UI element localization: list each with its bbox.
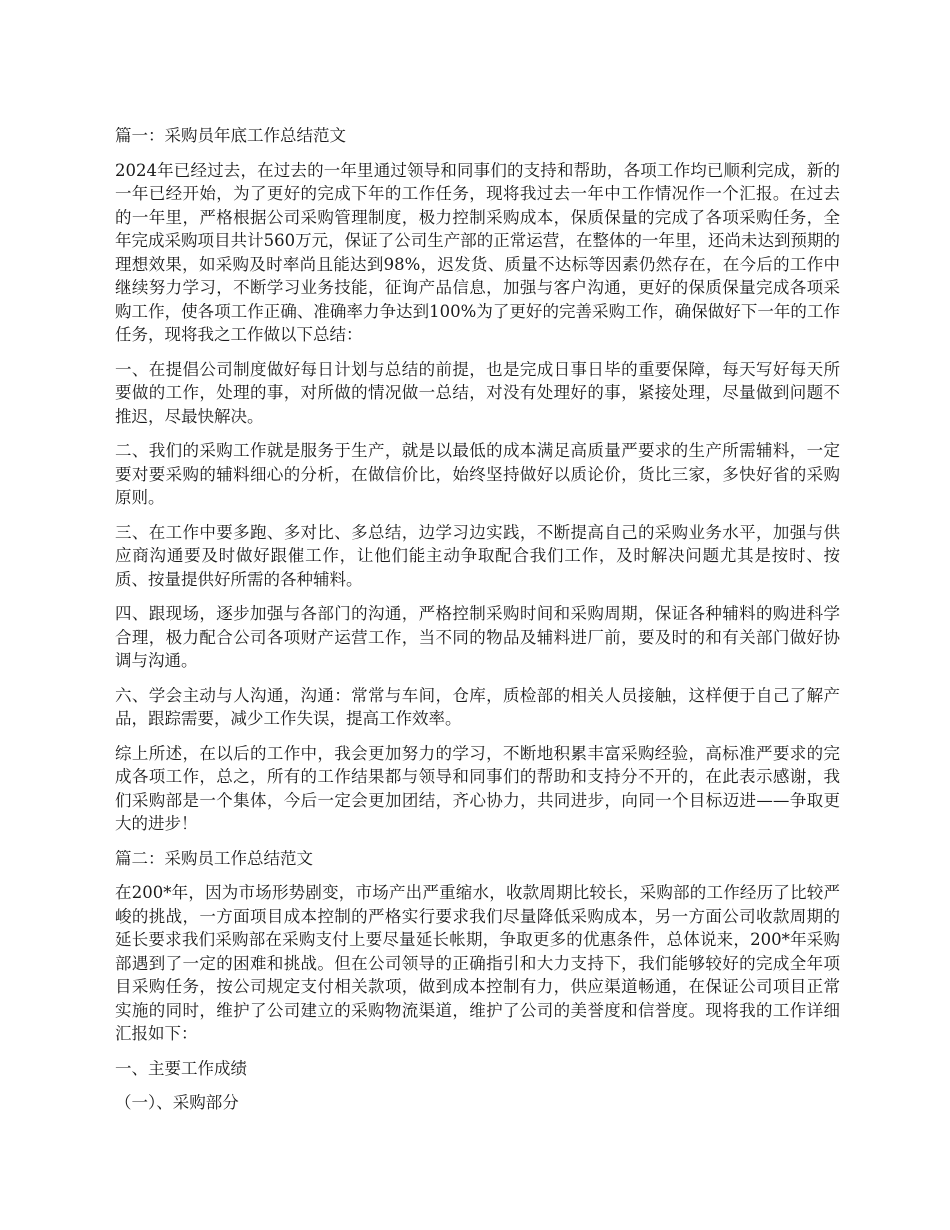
section1-title: 篇一：采购员年底工作总结范文 (115, 126, 346, 145)
section2-intro-paragraph: 在200*年，因为市场形势剧变，市场产出严重缩水，收款周期比较长，采购部的工作经历了比较严峻的挑战，一方面项目成本控制的严格实行要求我们尽量降低采购成本，另一方面公司收款周期的延长要求我们采购部在采购支付上要尽量延长帐期，争取更多的优惠条件，总体说来，200*年采购部遇到了一定的困难和挑战。但在公司领导的正确指引和大力支持下，我们能够较好的完成全年项目采购任务，按公司规定支付相关款项，做到成本控制有力，供应渠道畅通，在保证公司项目正常实施的同时，维护了公司建立的采购物流渠道，维护了公司的美誉度和信誉度。现将我的工作详细汇报如下： (115, 883, 840, 1043)
section1-conclusion-paragraph: 综上所述，在以后的工作中，我会更加努力的学习，不断地积累丰富采购经验，高标准严要求的完成各项工作，总之，所有的工作结果都与领导和同事们的帮助和支持分不开的，在此表示感谢，我们采购部是一个集体，今后一定会更加团结，齐心协力，共同进步，向同一个目标迈进——争取更大的进步！ (115, 743, 840, 833)
document-page (115, 124, 840, 1126)
section2-title: 篇二：采购员工作总结范文 (115, 848, 313, 868)
purchasing-part-subheading: （一）、采购部分 (115, 1093, 239, 1112)
section1-point-3-paragraph: 三、在工作中要多跑、多对比、多总结，边学习边实践，不断提高自己的采购业务水平，加强与供应商沟通要及时做好跟催工作，让他们能主动争取配合我们工作，及时解决问题尤其是按时、按质、按量提供好所需的各种辅料。 (115, 522, 840, 589)
section1-point-1-paragraph: 一、在提倡公司制度做好每日计划与总结的前提，也是完成日事日毕的重要保障，每天写好每天所要做的工作，处理的事，对所做的情况做一总结，对没有处理好的事，紧接处理，尽量做到问题不推迟，尽最快解决。 (115, 359, 840, 426)
section1-point-6-paragraph: 六、学会主动与人沟通，沟通：常常与车间，仓库，质检部的相关人员接触，这样便于自己了解产品，跟踪需要，减少工作失误，提高工作效率。 (115, 685, 840, 728)
main-achievements-subheading: 一、主要工作成绩 (115, 1058, 247, 1078)
section1-intro-paragraph: 2024年已经过去，在过去的一年里通过领导和同事们的支持和帮助，各项工作均已顺利完成，新的一年已经开始，为了更好的完成下年的工作任务，现将我过去一年中工作情况作一个汇报。在过去的一年里，严格根据公司采购管理制度，极力控制采购成本，保质保量的完成了各项采购任务，全年完成采购项目共计560万元，保证了公司生产部的正常运营，在整体的一年里，还尚未达到预期的理想效果，如采购及时率尚且能达到98%，迟发货、质量不达标等因素仍然存在，在今后的工作中继续努力学习，不断学习业务技能，征询产品信息，加强与客户沟通，更好的保质保量完成各项采购工作，使各项工作正确、准确率力争达到100%为了更好的完善采购工作，确保做好下一年的工作任务，现将我之工作做以下总结： (115, 160, 840, 344)
section1-point-4-paragraph: 四、跟现场，逐步加强与各部门的沟通，严格控制采购时间和采购周期，保证各种辅料的购进科学合理，极力配合公司各项财产运营工作，当不同的物品及辅料进厂前，要及时的和有关部门做好协调与沟通。 (115, 604, 840, 670)
section1-point-2-paragraph: 二、我们的采购工作就是服务于生产，就是以最低的成本满足高质量严要求的生产所需辅料，一定要对要采购的辅料细心的分析，在做信价比，始终坚持做好以质论价，货比三家，多快好省的采购原则。 (115, 441, 840, 507)
